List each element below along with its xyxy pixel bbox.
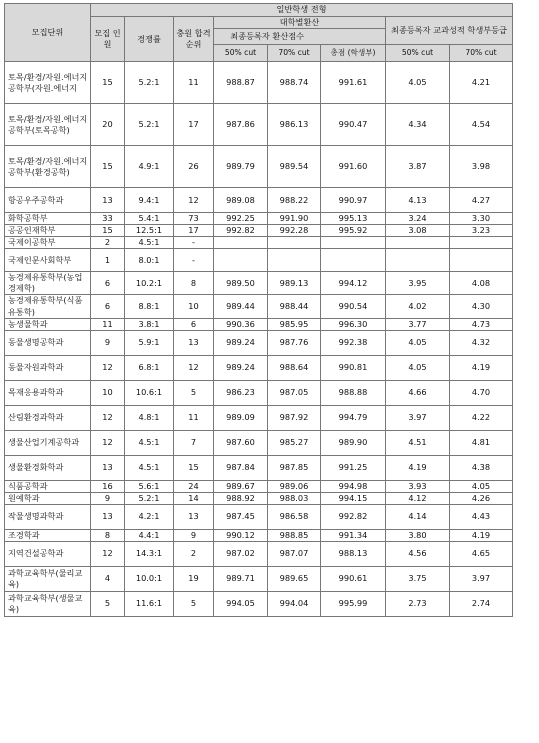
cell-g70: 4.73 [450, 318, 513, 330]
table-row [5, 430, 513, 455]
cell-rank: 11 [174, 62, 214, 104]
table-row [5, 295, 513, 318]
table-row [5, 213, 513, 225]
cell-g70: 4.70 [450, 380, 513, 405]
cell-quota: 15 [91, 225, 125, 237]
cell-ratio: 4.8:1 [125, 405, 174, 430]
cell-total: 990.97 [321, 188, 386, 213]
cell-g70: 3.97 [450, 566, 513, 591]
cell-total: 991.25 [321, 455, 386, 480]
cell-c50: 989.50 [214, 272, 268, 295]
cell-quota: 15 [91, 146, 125, 188]
cell-c70: 988.64 [268, 355, 321, 380]
cell-quota: 5 [91, 591, 125, 616]
cell-c50: 988.87 [214, 62, 268, 104]
cell-c70: 988.22 [268, 188, 321, 213]
cell-g70: 4.19 [450, 355, 513, 380]
table-row [5, 380, 513, 405]
cell-c50: 986.23 [214, 380, 268, 405]
header-general: 일반학생 전형 [91, 4, 513, 17]
cell-unit: 목재응용과학과 [5, 380, 91, 405]
cell-unit: 조경학과 [5, 529, 91, 541]
cell-g50: 4.14 [386, 504, 450, 529]
cell-quota: 1 [91, 249, 125, 272]
cell-total: 992.82 [321, 504, 386, 529]
cell-quota: 16 [91, 480, 125, 492]
cell-quota: 11 [91, 318, 125, 330]
cell-unit: 생물환경화학과 [5, 455, 91, 480]
cell-quota: 15 [91, 62, 125, 104]
cell-ratio: 10.0:1 [125, 566, 174, 591]
cell-g50: 4.12 [386, 492, 450, 504]
cell-c50: 990.36 [214, 318, 268, 330]
cell-rank: - [174, 237, 214, 249]
cell-c70: 994.04 [268, 591, 321, 616]
table-row [5, 318, 513, 330]
cell-g50: 3.97 [386, 405, 450, 430]
cell-unit: 토목/환경/자원.에너지공학부(자원.에너지 [5, 62, 91, 104]
cell-unit: 지역건설공학과 [5, 541, 91, 566]
cell-c70: 986.58 [268, 504, 321, 529]
cell-c50: 987.60 [214, 430, 268, 455]
cell-quota: 20 [91, 104, 125, 146]
cell-total [321, 249, 386, 272]
cell-g70: 3.23 [450, 225, 513, 237]
cell-total: 996.30 [321, 318, 386, 330]
cell-ratio: 5.6:1 [125, 480, 174, 492]
cell-c50: 992.82 [214, 225, 268, 237]
cell-rank: 12 [174, 188, 214, 213]
table-row [5, 504, 513, 529]
cell-quota: 12 [91, 405, 125, 430]
cell-g50: 4.02 [386, 295, 450, 318]
cell-rank: 2 [174, 541, 214, 566]
cell-g70 [450, 249, 513, 272]
cell-c70: 988.85 [268, 529, 321, 541]
cell-g50: 4.13 [386, 188, 450, 213]
header-final-reg: 최종등록자 환산점수 [230, 31, 305, 42]
cell-unit: 동물생명공학과 [5, 330, 91, 355]
cell-ratio: 10.2:1 [125, 272, 174, 295]
cell-rank: 5 [174, 591, 214, 616]
cell-g50: 3.24 [386, 213, 450, 225]
cell-total: 991.61 [321, 62, 386, 104]
cell-g70: 2.74 [450, 591, 513, 616]
cell-g70: 4.22 [450, 405, 513, 430]
cell-c70: 987.76 [268, 330, 321, 355]
cell-c70: 989.65 [268, 566, 321, 591]
cell-ratio: 4.9:1 [125, 146, 174, 188]
cell-g50: 4.19 [386, 455, 450, 480]
cell-c70: 989.06 [268, 480, 321, 492]
cell-unit: 산림환경과학과 [5, 405, 91, 430]
cell-quota: 2 [91, 237, 125, 249]
admissions-table [4, 3, 513, 617]
cell-ratio: 5.9:1 [125, 330, 174, 355]
cell-c50: 988.92 [214, 492, 268, 504]
cell-ratio: 4.5:1 [125, 455, 174, 480]
cell-total: 990.61 [321, 566, 386, 591]
cell-g70: 4.54 [450, 104, 513, 146]
cell-g70: 4.81 [450, 430, 513, 455]
table-row [5, 249, 513, 272]
cell-g70 [450, 237, 513, 249]
cell-ratio: 6.8:1 [125, 355, 174, 380]
cell-g70: 3.30 [450, 213, 513, 225]
cell-c50: 989.08 [214, 188, 268, 213]
header-conv-label: 대학별환산 [279, 17, 320, 27]
cell-rank: 7 [174, 430, 214, 455]
cell-total: 990.81 [321, 355, 386, 380]
cell-unit: 식품공학과 [5, 480, 91, 492]
cell-rank: 12 [174, 355, 214, 380]
cell-quota: 9 [91, 492, 125, 504]
cell-total: 995.13 [321, 213, 386, 225]
cell-c70: 992.28 [268, 225, 321, 237]
cell-quota: 6 [91, 272, 125, 295]
cell-c70: 991.90 [268, 213, 321, 225]
cell-quota: 12 [91, 541, 125, 566]
cell-unit: 생물산업기계공학과 [5, 430, 91, 455]
cell-quota: 33 [91, 213, 125, 225]
cell-c70 [268, 237, 321, 249]
cell-g50: 4.66 [386, 380, 450, 405]
cell-c70: 985.27 [268, 430, 321, 455]
table-row [5, 405, 513, 430]
cell-c50: 989.67 [214, 480, 268, 492]
table-row [5, 480, 513, 492]
header-total: 총점 (학생부) [321, 45, 386, 62]
cell-g50: 4.05 [386, 330, 450, 355]
cell-quota: 9 [91, 330, 125, 355]
cell-rank: 8 [174, 272, 214, 295]
cell-quota: 13 [91, 455, 125, 480]
cell-g70: 4.27 [450, 188, 513, 213]
cell-g70: 4.05 [450, 480, 513, 492]
cell-quota: 6 [91, 295, 125, 318]
cell-ratio: 14.3:1 [125, 541, 174, 566]
cell-rank: 6 [174, 318, 214, 330]
cell-g50: 3.87 [386, 146, 450, 188]
cell-total: 994.79 [321, 405, 386, 430]
header-grade: 최종등록자 교과성적 학생부등급 [386, 17, 513, 45]
cell-total: 994.12 [321, 272, 386, 295]
cell-unit: 공공인재학부 [5, 225, 91, 237]
cell-g50 [386, 249, 450, 272]
table-row [5, 188, 513, 213]
cell-rank: - [174, 249, 214, 272]
cell-c70: 988.44 [268, 295, 321, 318]
cell-quota: 13 [91, 504, 125, 529]
table-row [5, 541, 513, 566]
cell-unit: 토목/환경/자원.에너지공학부(토목공학) [5, 104, 91, 146]
cell-g50: 3.75 [386, 566, 450, 591]
cell-ratio: 3.8:1 [125, 318, 174, 330]
cell-g50 [386, 237, 450, 249]
cell-ratio: 10.6:1 [125, 380, 174, 405]
table-row [5, 591, 513, 616]
cell-c50: 989.71 [214, 566, 268, 591]
cell-c50: 987.02 [214, 541, 268, 566]
header-cut50-score: 50% cut [214, 45, 268, 62]
cell-c50: 989.24 [214, 330, 268, 355]
cell-g70: 4.26 [450, 492, 513, 504]
cell-c50: 989.24 [214, 355, 268, 380]
cell-unit: 국제인문사회학부 [5, 249, 91, 272]
table-row [5, 225, 513, 237]
cell-c70: 986.13 [268, 104, 321, 146]
cell-g50: 4.51 [386, 430, 450, 455]
cell-rank: 19 [174, 566, 214, 591]
cell-g70: 4.32 [450, 330, 513, 355]
cell-rank: 26 [174, 146, 214, 188]
cell-quota: 12 [91, 430, 125, 455]
cell-g70: 4.30 [450, 295, 513, 318]
cell-c50: 989.79 [214, 146, 268, 188]
cell-rank: 10 [174, 295, 214, 318]
cell-g70: 4.43 [450, 504, 513, 529]
cell-ratio: 5.4:1 [125, 213, 174, 225]
table-row [5, 104, 513, 146]
cell-unit: 화학공학부 [5, 213, 91, 225]
cell-rank: 9 [174, 529, 214, 541]
cell-total [321, 237, 386, 249]
cell-rank: 17 [174, 104, 214, 146]
cell-g50: 2.73 [386, 591, 450, 616]
cell-g50: 3.08 [386, 225, 450, 237]
cell-g50: 3.95 [386, 272, 450, 295]
header-quota: 모집 인원 [91, 17, 125, 62]
cell-c70: 987.85 [268, 455, 321, 480]
header-cut50-grade: 50% cut [386, 45, 450, 62]
table-row [5, 146, 513, 188]
cell-unit: 동물자원과학과 [5, 355, 91, 380]
cell-c70: 985.95 [268, 318, 321, 330]
cell-c50 [214, 249, 268, 272]
cell-c50: 989.44 [214, 295, 268, 318]
cell-ratio: 8.8:1 [125, 295, 174, 318]
cell-ratio: 4.5:1 [125, 430, 174, 455]
cell-c70: 989.13 [268, 272, 321, 295]
cell-quota: 12 [91, 355, 125, 380]
header-ratio: 경쟁률 [125, 17, 174, 62]
cell-g70: 4.19 [450, 529, 513, 541]
header-rank: 충원 합격 순위 [174, 17, 214, 62]
table-row [5, 566, 513, 591]
cell-ratio: 5.2:1 [125, 62, 174, 104]
cell-g50: 3.80 [386, 529, 450, 541]
header-cut70-score: 70% cut [268, 45, 321, 62]
cell-quota: 4 [91, 566, 125, 591]
cell-unit: 농경제유통학부(농업경제학) [5, 272, 91, 295]
cell-unit: 과학교육학부(물리교육) [5, 566, 91, 591]
cell-rank: 13 [174, 504, 214, 529]
cell-rank: 14 [174, 492, 214, 504]
cell-ratio: 4.5:1 [125, 237, 174, 249]
cell-quota: 8 [91, 529, 125, 541]
cell-rank: 13 [174, 330, 214, 355]
header-conv [214, 17, 386, 45]
cell-c50: 994.05 [214, 591, 268, 616]
cell-g50: 4.34 [386, 104, 450, 146]
cell-unit: 국제이공학부 [5, 237, 91, 249]
table-row [5, 272, 513, 295]
cell-c70: 988.74 [268, 62, 321, 104]
cell-unit: 항공우주공학과 [5, 188, 91, 213]
cell-c50: 989.09 [214, 405, 268, 430]
cell-g50: 4.05 [386, 355, 450, 380]
cell-total: 992.38 [321, 330, 386, 355]
cell-c70 [268, 249, 321, 272]
cell-g70: 4.08 [450, 272, 513, 295]
cell-ratio: 8.0:1 [125, 249, 174, 272]
cell-unit: 작물생명과학과 [5, 504, 91, 529]
cell-ratio: 11.6:1 [125, 591, 174, 616]
cell-g50: 3.93 [386, 480, 450, 492]
table-row [5, 455, 513, 480]
cell-unit: 과학교육학부(생물교육) [5, 591, 91, 616]
cell-rank: 73 [174, 213, 214, 225]
cell-c70: 987.05 [268, 380, 321, 405]
cell-c70: 987.92 [268, 405, 321, 430]
cell-c50: 990.12 [214, 529, 268, 541]
cell-ratio: 4.4:1 [125, 529, 174, 541]
cell-unit: 원예학과 [5, 492, 91, 504]
cell-c50: 987.45 [214, 504, 268, 529]
cell-g70: 4.38 [450, 455, 513, 480]
cell-total: 994.98 [321, 480, 386, 492]
cell-rank: 17 [174, 225, 214, 237]
cell-c50: 987.86 [214, 104, 268, 146]
cell-total: 989.90 [321, 430, 386, 455]
cell-ratio: 9.4:1 [125, 188, 174, 213]
cell-total: 995.99 [321, 591, 386, 616]
cell-total: 988.88 [321, 380, 386, 405]
cell-g50: 4.05 [386, 62, 450, 104]
cell-ratio: 4.2:1 [125, 504, 174, 529]
cell-total: 994.15 [321, 492, 386, 504]
cell-c70: 989.54 [268, 146, 321, 188]
cell-g50: 3.77 [386, 318, 450, 330]
cell-ratio: 5.2:1 [125, 492, 174, 504]
cell-total: 990.54 [321, 295, 386, 318]
table-row [5, 330, 513, 355]
cell-quota: 13 [91, 188, 125, 213]
cell-c50: 992.25 [214, 213, 268, 225]
table-row [5, 355, 513, 380]
cell-total: 988.13 [321, 541, 386, 566]
cell-c50: 987.84 [214, 455, 268, 480]
cell-rank: 15 [174, 455, 214, 480]
header-unit: 모집단위 [5, 4, 91, 62]
cell-unit: 토목/환경/자원.에너지공학부(환경공학) [5, 146, 91, 188]
cell-total: 990.47 [321, 104, 386, 146]
cell-c70: 987.07 [268, 541, 321, 566]
cell-unit: 농생물학과 [5, 318, 91, 330]
cell-g70: 4.65 [450, 541, 513, 566]
table-row [5, 237, 513, 249]
cell-quota: 10 [91, 380, 125, 405]
cell-total: 991.60 [321, 146, 386, 188]
cell-ratio: 5.2:1 [125, 104, 174, 146]
cell-c70: 988.03 [268, 492, 321, 504]
table-row [5, 62, 513, 104]
cell-rank: 5 [174, 380, 214, 405]
cell-g50: 4.56 [386, 541, 450, 566]
cell-total: 995.92 [321, 225, 386, 237]
cell-g70: 3.98 [450, 146, 513, 188]
table-row [5, 529, 513, 541]
cell-total: 991.34 [321, 529, 386, 541]
cell-unit: 농경제유통학부(식품유통학) [5, 295, 91, 318]
header-cut70-grade: 70% cut [450, 45, 513, 62]
cell-c50 [214, 237, 268, 249]
table-row [5, 492, 513, 504]
cell-rank: 24 [174, 480, 214, 492]
cell-rank: 11 [174, 405, 214, 430]
cell-g70: 4.21 [450, 62, 513, 104]
cell-ratio: 12.5:1 [125, 225, 174, 237]
